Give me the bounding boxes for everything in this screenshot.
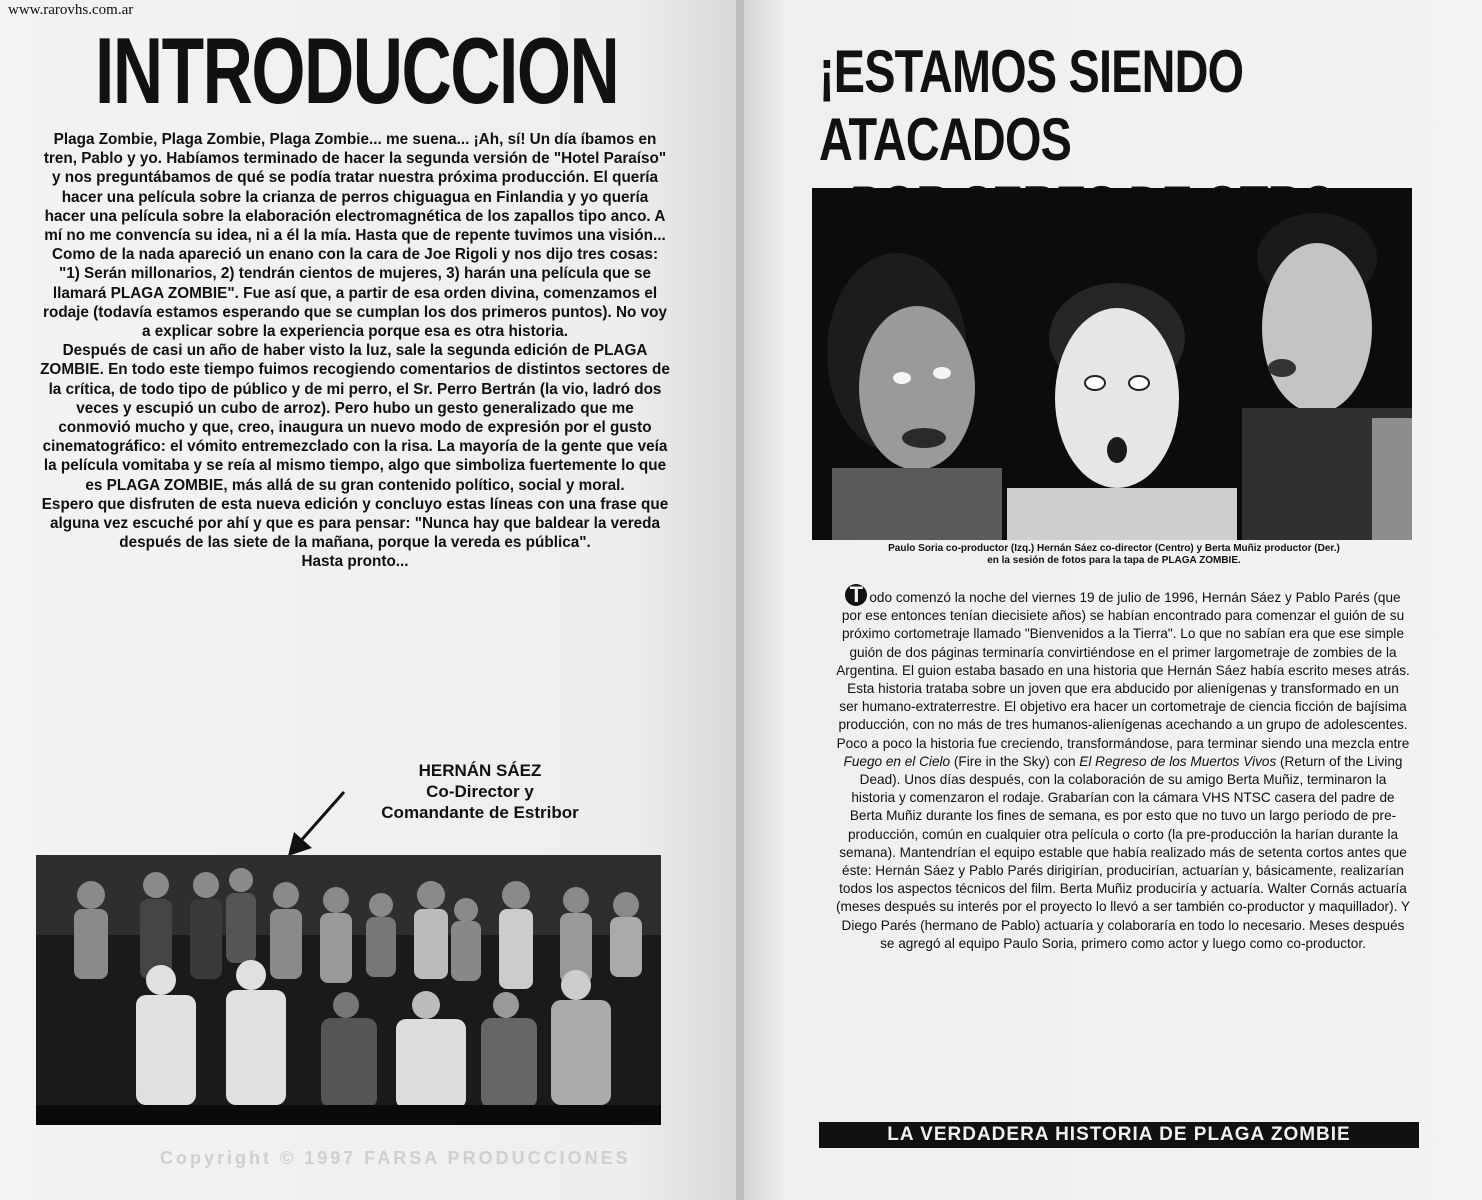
intro-paragraph: Espero que disfruten de esta nueva edición y concluyo estas líneas con una frase que alguna vez escuché por ahí y que es para pensar: "Nunca hay que baldear la vereda después de las siete de la mañana, porque la vereda es pública".	[41, 495, 669, 552]
photo-caption	[804, 543, 1424, 567]
intro-paragraph: Plaga Zombie, Plaga Zombie, Plaga Zombie... me suena... ¡Ah, sí! Un día íbamos en tren, Pablo y yo. Habíamos terminado de hacer la segunda versión de "Hotel Paraíso" y nos preguntábamos de qué se podía tratar nuestra próxima producción. El quería hacer una película sobre la crianza de perros chiguagua en Finlandia y yo quería hacer una película sobre la elaboración electromagnética de los zapallos tipo anco. A mí no me convencía su idea, ni a él la mía. Hasta que de repente tuvimos una visión... Como de la nada apareció un enano con la cara de Joe Rigoli y nos dijo tres cosas: "1) Serán millonarios, 2) tendrán cientos de mujeres, 3) harán una película que se llamará PLAGA ZOMBIE". Fue así que, a partir de esa orden divina, comenzamos el rodaje (todavía estamos esperando que se cumplan los dos primeros puntos). No voy a explicar sobre la experiencia porque esa es otra historia.	[43, 131, 667, 341]
left-page	[0, 0, 738, 1200]
footer-banner: LA VERDADERA HISTORIA DE PLAGA ZOMBIE	[819, 1122, 1419, 1148]
intro-body	[40, 130, 670, 572]
cover-photo	[812, 188, 1412, 540]
caption-line: Paulo Soria co-productor (Izq.) Hernán Sáez co-director (Centro) y Berta Muñiz productor (Der.)	[888, 543, 1340, 554]
signature-role: Co-Director y	[426, 782, 534, 801]
arrow-icon	[284, 788, 354, 858]
film-title: El Regreso de los Muertos Vivos	[1079, 753, 1277, 769]
intro-paragraph: Después de casi un año de haber visto la luz, sale la segunda edición de PLAGA ZOMBIE. En todo este tiempo fuimos recogiendo comentarios de distintos sectores de la crítica, de todo tipo de público y de mi perro, el Sr. Perro Bertrán (la vio, ladró dos veces y escupió un cubo de arroz). Pero hubo un gesto generalizado que me conmovió mucho y que, creo, inaugura un nuevo modo de expresión por el gusto cinematográfico: el vómito entremezclado con la risa. La mayoría de la gente que veía la película vomitaba y se reía al mismo tiempo, algo que simboliza fuertemente lo que es PLAGA ZOMBIE, más allá de su gran contenido político, social y moral.	[40, 342, 670, 494]
article-body	[836, 584, 1410, 953]
site-url: www.rarovhs.com.ar	[8, 2, 134, 18]
article-text: odo comenzó la noche del viernes 19 de julio de 1996, Hernán Sáez y Pablo Parés (que por ese entonces tenían diecisiete años) se habían encontrado para comenzar el guión de su próximo cortometraje llamado "Bienvenidos a la Tierra". Lo que no sabían era que ese simple guión de dos páginas terminaría convirtiéndose en el primer largometraje de zombies de la Argentina. El guion estaba basado en una historia que Hernán Sáez había escrito meses atrás. Esta historia trataba sobre un joven que era abducido por alienígenas y transformado en un ser humano-extraterrestre. El objetivo era hacer un cortometraje de ciencia ficción de bajísima producción, con no más de tres humanos-alienígenas acechando a un grupo de adolescentes. Poco a poco la historia fue creciendo, transformándose, para terminar siendo una mezcla entre	[836, 590, 1410, 751]
article-title-line: ¡ESTAMOS SIENDO ATACADOS	[819, 38, 1244, 173]
right-page	[744, 0, 1482, 1200]
signature	[330, 760, 630, 823]
film-title-english: (Return of the Living Dead).	[859, 753, 1403, 788]
drop-cap: T	[845, 584, 867, 606]
signature-name: HERNÁN SÁEZ	[418, 761, 542, 780]
caption-line: en la sesión de fotos para la tapa de PLAGA ZOMBIE.	[987, 555, 1241, 566]
group-photo	[36, 855, 661, 1125]
article-text: Unos días después, con la colaboración de su amigo Berta Muñiz, terminaron la historia y comenzaron el rodaje. Grabarían con la cámara VHS NTSC casera del padre de Berta Muñiz durante los fines de semana, es por esto que no tuvo un largo período de pre-producción, común en cualquier otra película o corto (la pre-producción la harían durante la semana). Mantendrían el equipo estable que había realizado más de setenta cortos antes que éste: Hernán Sáez y Pablo Parés dirigirían, producirían, actuarían y, básicamente, realizarían todos los aspectos técnicos del film. Berta Muñiz produciría y actuaría. Walter Cornás actuaría (meses después su interés por el proyecto lo llevó a ser también co-productor y maquillador). Y Diego Parés (hermano de Pablo) actuaría y colaboraría en todo lo necesario. Meses después se agregó al equipo Paulo Soria, primero como actor y luego como co-productor.	[836, 772, 1410, 951]
film-title-english: (Fire in the Sky) con	[953, 753, 1076, 769]
film-title: Fuego en el Cielo	[843, 753, 951, 769]
intro-title: INTRODUCCION	[95, 18, 619, 123]
intro-closing: Hasta pronto...	[301, 553, 409, 571]
copyright-footer: Copyright © 1997 FARSA PRODUCCIONES	[160, 1148, 631, 1168]
signature-role: Comandante de Estribor	[381, 803, 579, 822]
